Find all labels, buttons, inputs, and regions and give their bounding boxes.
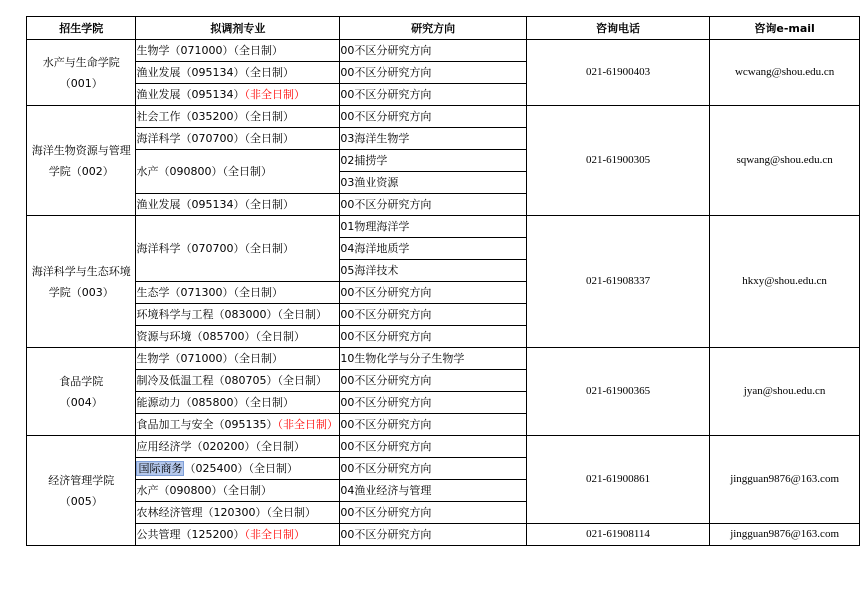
research-direction: 00不区分研究方向	[340, 524, 527, 546]
research-direction: 05海洋技术	[340, 260, 527, 282]
college-name-line: 水产与生命学院	[42, 55, 120, 69]
major-name: 社会工作（035200）	[136, 110, 245, 123]
table-row	[27, 106, 860, 128]
study-mode: （全日制）	[248, 462, 298, 475]
research-direction: 00不区分研究方向	[340, 106, 527, 128]
table-row	[27, 216, 860, 238]
major-cell	[136, 106, 340, 128]
study-mode: （全日制）	[266, 506, 316, 519]
study-mode: （非全日制）	[244, 88, 305, 101]
major-name: 应用经济学（020200）	[136, 440, 256, 453]
research-direction: 00不区分研究方向	[340, 502, 527, 524]
major-cell	[136, 524, 340, 546]
table-body	[27, 40, 860, 546]
major-cell	[136, 502, 340, 524]
major-cell	[136, 150, 340, 194]
major-name: 渔业发展（095134）	[136, 88, 245, 101]
major-name: 渔业发展（095134）	[136, 66, 245, 79]
major-name: 渔业发展（095134）	[136, 198, 245, 211]
major-cell	[136, 436, 340, 458]
research-direction: 00不区分研究方向	[340, 370, 527, 392]
college-name-line: 食品学院	[59, 374, 104, 388]
study-mode: （全日制）	[244, 66, 294, 79]
major-name: 环境科学与工程（083000）	[136, 308, 278, 321]
college-name-line: （005）	[59, 494, 103, 508]
research-direction: 04渔业经济与管理	[340, 480, 527, 502]
research-direction: 00不区分研究方向	[340, 40, 527, 62]
major-cell	[136, 84, 340, 106]
major-cell	[136, 392, 340, 414]
college-name	[27, 216, 136, 348]
major-cell	[136, 326, 340, 348]
table-row	[27, 436, 860, 458]
major-name: 海洋科学（070700）	[136, 242, 245, 255]
research-direction: 03海洋生物学	[340, 128, 527, 150]
study-mode: （全日制）	[244, 110, 294, 123]
major-name: 生态学（071300）	[136, 286, 234, 299]
study-mode: （全日制）	[255, 330, 305, 343]
study-mode: （全日制）	[233, 352, 283, 365]
major-cell	[136, 304, 340, 326]
study-mode: （全日制）	[233, 286, 283, 299]
contact-email: hkxy@shou.edu.cn	[710, 216, 860, 348]
major-cell	[136, 194, 340, 216]
study-mode: （全日制）	[244, 132, 294, 145]
research-direction: 00不区分研究方向	[340, 282, 527, 304]
table-row	[27, 524, 860, 546]
major-name: 国际商务	[138, 462, 183, 475]
study-mode: （全日制）	[255, 440, 305, 453]
college-name	[27, 40, 136, 106]
header-phone: 咨询电话	[526, 17, 709, 40]
major-cell	[136, 414, 340, 436]
major-name: 海洋科学（070700）	[136, 132, 245, 145]
study-mode: （全日制）	[244, 396, 294, 409]
table-row	[27, 40, 860, 62]
major-name: 制冷及低温工程（080705）	[136, 374, 278, 387]
study-mode: （非全日制）	[244, 528, 305, 541]
research-direction: 00不区分研究方向	[340, 436, 527, 458]
research-direction: 01物理海洋学	[340, 216, 527, 238]
college-name-line: 海洋科学与生态环境	[31, 264, 131, 278]
college-name	[27, 106, 136, 216]
major-name: 食品加工与安全（095135）	[136, 418, 278, 431]
study-mode: （非全日制）	[277, 418, 338, 431]
major-name: 农林经济管理（120300）	[136, 506, 267, 519]
contact-email: sqwang@shou.edu.cn	[710, 106, 860, 216]
research-direction: 00不区分研究方向	[340, 414, 527, 436]
header-college: 招生学院	[27, 17, 136, 40]
major-cell	[136, 40, 340, 62]
contact-email: wcwang@shou.edu.cn	[710, 40, 860, 106]
major-name: 水产（090800）	[136, 484, 223, 497]
research-direction: 00不区分研究方向	[340, 194, 527, 216]
study-mode: （全日制）	[277, 308, 327, 321]
header-row	[27, 17, 860, 40]
college-name-line: 学院（002）	[48, 164, 114, 178]
major-name: 能源动力（085800）	[136, 396, 245, 409]
major-cell	[136, 370, 340, 392]
study-mode: （全日制）	[244, 242, 294, 255]
contact-email: jingguan9876@163.com	[710, 524, 860, 546]
study-mode: （全日制）	[222, 165, 272, 178]
research-direction: 00不区分研究方向	[340, 326, 527, 348]
research-direction: 10生物化学与分子生物学	[340, 348, 527, 370]
header-major: 拟调剂专业	[136, 17, 340, 40]
study-mode: （全日制）	[244, 198, 294, 211]
contact-phone: 021-61900305	[526, 106, 709, 216]
major-code: （025400）	[184, 462, 249, 475]
college-name-line: 经济管理学院	[48, 473, 115, 487]
contact-phone: 021-61908337	[526, 216, 709, 348]
research-direction: 00不区分研究方向	[340, 62, 527, 84]
college-name-line: （004）	[59, 395, 103, 409]
major-cell	[136, 216, 340, 282]
major-name: 生物学（071000）	[136, 352, 234, 365]
college-name-line: （001）	[59, 76, 103, 90]
contact-phone: 021-61900403	[526, 40, 709, 106]
research-direction: 03渔业资源	[340, 172, 527, 194]
research-direction: 04海洋地质学	[340, 238, 527, 260]
contact-phone: 021-61900365	[526, 348, 709, 436]
research-direction: 00不区分研究方向	[340, 84, 527, 106]
contact-phone: 021-61900861	[526, 436, 709, 524]
adjustment-table	[26, 16, 860, 546]
major-name: 水产（090800）	[136, 165, 223, 178]
major-cell	[136, 128, 340, 150]
contact-email: jingguan9876@163.com	[710, 436, 860, 524]
college-name-line: 学院（003）	[48, 285, 114, 299]
major-cell	[136, 458, 340, 480]
contact-phone: 021-61908114	[526, 524, 709, 546]
study-mode: （全日制）	[233, 44, 283, 57]
college-name-line: 海洋生物资源与管理	[31, 143, 131, 157]
contact-email: jyan@shou.edu.cn	[710, 348, 860, 436]
major-cell	[136, 282, 340, 304]
major-name: 生物学（071000）	[136, 44, 234, 57]
major-cell	[136, 62, 340, 84]
table-row	[27, 348, 860, 370]
research-direction: 00不区分研究方向	[340, 304, 527, 326]
major-cell	[136, 348, 340, 370]
college-name	[27, 436, 136, 546]
header-email: 咨询e-mail	[710, 17, 860, 40]
research-direction: 00不区分研究方向	[340, 392, 527, 414]
major-name: 资源与环境（085700）	[136, 330, 256, 343]
research-direction: 00不区分研究方向	[340, 458, 527, 480]
major-name: 公共管理（125200）	[136, 528, 245, 541]
major-cell	[136, 480, 340, 502]
college-name	[27, 348, 136, 436]
study-mode: （全日制）	[222, 484, 272, 497]
research-direction: 02捕捞学	[340, 150, 527, 172]
header-direction: 研究方向	[340, 17, 527, 40]
study-mode: （全日制）	[277, 374, 327, 387]
